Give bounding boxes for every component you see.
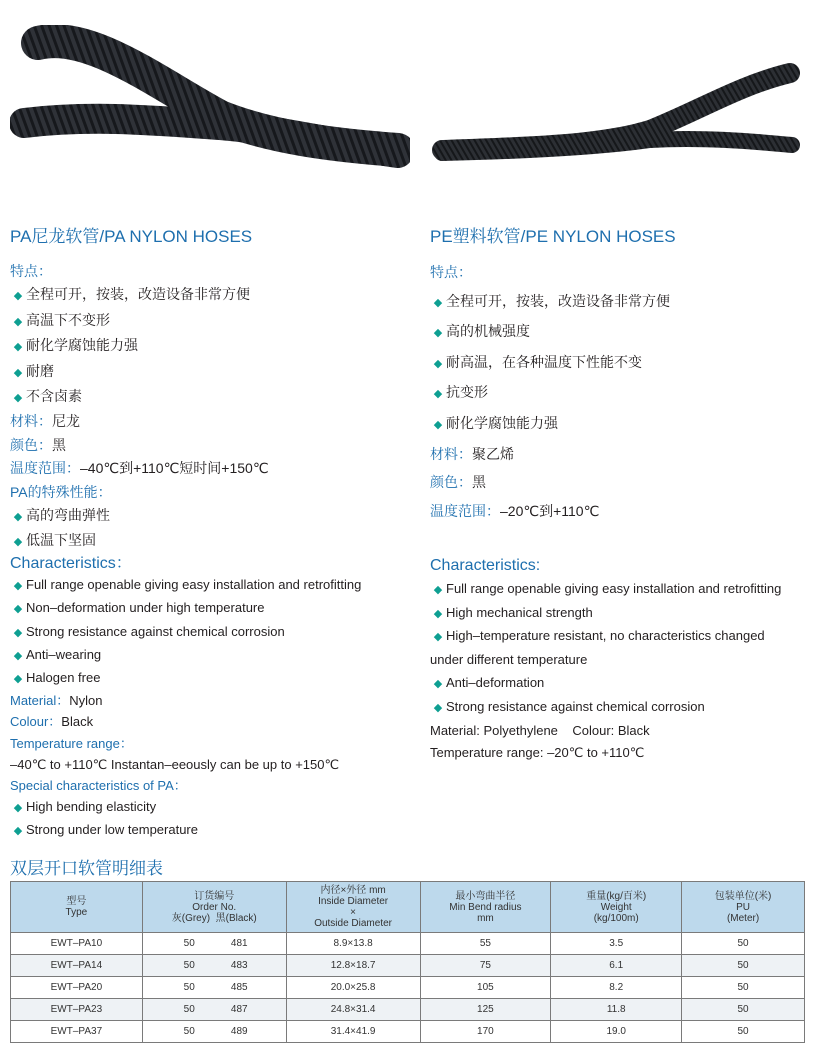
diamond-bullet-icon: ◆ bbox=[13, 580, 23, 593]
list-item: ◆ 全程可开，按装，改造设备非常方便 bbox=[430, 287, 810, 318]
spec-table bbox=[10, 881, 805, 1043]
table-header-row bbox=[11, 882, 805, 933]
pa-en-colour: Colour：Black bbox=[10, 714, 94, 730]
cell-pu: 50 bbox=[682, 955, 805, 977]
list-item: ◆ 耐化学腐蚀能力强 bbox=[430, 409, 810, 440]
list-item: ◆ Strong resistance against chemical corrosion bbox=[430, 696, 814, 720]
pe-cn-specs bbox=[430, 258, 810, 525]
pa-title: PA尼龙软管/PA NYLON HOSES bbox=[10, 227, 253, 246]
header-pu: 包装单位(米) PU (Meter) bbox=[682, 882, 805, 933]
header-order: 订货编号 Order No. 灰(Grey) 黑(Black) bbox=[142, 882, 286, 933]
cell-diameter: 31.4×41.9 bbox=[286, 1021, 420, 1043]
list-item: ◆ Strong under low temperature bbox=[10, 819, 400, 842]
cell-diameter: 8.9×13.8 bbox=[286, 933, 420, 955]
diamond-bullet-icon: ◆ bbox=[433, 296, 443, 309]
list-item: ◆ Halogen free bbox=[10, 667, 400, 690]
pa-hose-image bbox=[10, 25, 410, 195]
list-item: ◆ Full range openable giving easy installation and retrofitting bbox=[430, 578, 814, 602]
header-type: 型号 Type bbox=[11, 882, 143, 933]
diamond-bullet-icon: ◆ bbox=[13, 315, 23, 328]
pe-en-temp: Temperature range: –20℃ to +110℃ bbox=[430, 745, 645, 761]
cell-bend: 55 bbox=[420, 933, 551, 955]
cell-weight: 8.2 bbox=[551, 977, 682, 999]
pa-column bbox=[10, 222, 400, 247]
pa-cn-temp: 温度范围：–40℃到+110℃短时间+150℃ bbox=[10, 460, 269, 477]
pa-en-temp-label: Temperature range： bbox=[10, 735, 133, 751]
list-item: ◆ 高的机械强度 bbox=[430, 317, 810, 348]
table-row bbox=[11, 955, 805, 977]
diamond-bullet-icon: ◆ bbox=[433, 327, 443, 340]
diamond-bullet-icon: ◆ bbox=[433, 631, 443, 644]
cell-order: 50 487 bbox=[142, 999, 286, 1021]
diamond-bullet-icon: ◆ bbox=[13, 673, 23, 686]
list-item: ◆ 抗变形 bbox=[430, 378, 810, 409]
diamond-bullet-icon: ◆ bbox=[433, 607, 443, 620]
cell-diameter: 20.0×25.8 bbox=[286, 977, 420, 999]
diamond-bullet-icon: ◆ bbox=[13, 536, 23, 549]
list-item: ◆ 低温下坚固 bbox=[10, 529, 400, 554]
header-weight: 重量(kg/百米) Weight (kg/100m) bbox=[551, 882, 682, 933]
pe-cn-features-label: 特点： bbox=[430, 264, 472, 280]
pe-cn-color: 颜色：黑 bbox=[430, 474, 486, 491]
cell-weight: 3.5 bbox=[551, 933, 682, 955]
diamond-bullet-icon: ◆ bbox=[13, 392, 23, 405]
diamond-bullet-icon: ◆ bbox=[13, 603, 23, 616]
table-row bbox=[11, 933, 805, 955]
cell-pu: 50 bbox=[682, 977, 805, 999]
pa-en-temp: –40℃ to +110℃ Instantan–eeously can be up to +150℃ bbox=[10, 756, 340, 772]
pa-en-title: Characteristics： bbox=[10, 555, 132, 572]
cell-type: EWT–PA20 bbox=[11, 977, 143, 999]
diamond-bullet-icon: ◆ bbox=[13, 626, 23, 639]
cell-pu: 50 bbox=[682, 1021, 805, 1043]
pe-title: PE塑料软管/PE NYLON HOSES bbox=[430, 227, 676, 246]
diamond-bullet-icon: ◆ bbox=[433, 701, 443, 714]
pa-en-special-label: Special characteristics of PA： bbox=[10, 778, 187, 794]
list-item: ◆ 耐高温，在各种温度下性能不变 bbox=[430, 348, 810, 379]
pe-column bbox=[430, 222, 816, 247]
table-title: 双层开口软管明细表 bbox=[10, 859, 163, 878]
pe-en-title: Characteristics: bbox=[430, 557, 541, 574]
cell-diameter: 12.8×18.7 bbox=[286, 955, 420, 977]
list-item: ◆ Anti–deformation bbox=[430, 672, 814, 696]
cell-type: EWT–PA37 bbox=[11, 1021, 143, 1043]
cell-weight: 11.8 bbox=[551, 999, 682, 1021]
list-item: ◆ Full range openable giving easy installation and retrofitting bbox=[10, 574, 400, 597]
cell-bend: 75 bbox=[420, 955, 551, 977]
pe-en-specs bbox=[430, 555, 814, 765]
list-item: ◆ High bending elasticity bbox=[10, 796, 400, 819]
table-row bbox=[11, 999, 805, 1021]
cell-bend: 170 bbox=[420, 1021, 551, 1043]
cell-type: EWT–PA10 bbox=[11, 933, 143, 955]
cell-weight: 6.1 bbox=[551, 955, 682, 977]
pa-en-material: Material：Nylon bbox=[10, 693, 103, 709]
cell-weight: 19.0 bbox=[551, 1021, 682, 1043]
pe-en-material-colour: Material: Polyethylene Colour: Black bbox=[430, 722, 650, 738]
cell-bend: 125 bbox=[420, 999, 551, 1021]
list-item: ◆ 耐化学腐蚀能力强 bbox=[10, 334, 400, 359]
pe-cn-temp: 温度范围：–20℃到+110℃ bbox=[430, 502, 600, 519]
list-item: ◆ 高的弯曲弹性 bbox=[10, 504, 400, 529]
list-item: ◆ Non–deformation under high temperature bbox=[10, 597, 400, 620]
header-diameter: 内径×外径 mm Inside Diameter × Outside Diameter bbox=[286, 882, 420, 933]
pa-cn-specs bbox=[10, 260, 400, 555]
diamond-bullet-icon: ◆ bbox=[13, 341, 23, 354]
pe-cn-material: 材料：聚乙烯 bbox=[430, 445, 514, 462]
cell-pu: 50 bbox=[682, 999, 805, 1021]
pa-cn-features-label: 特点： bbox=[10, 263, 52, 279]
list-item-continuation: under different temperature bbox=[430, 652, 588, 668]
cell-type: EWT–PA23 bbox=[11, 999, 143, 1021]
pa-cn-color: 颜色：黑 bbox=[10, 436, 66, 453]
diamond-bullet-icon: ◆ bbox=[13, 802, 23, 815]
header-bend-radius: 最小弯曲半径 Min Bend radius mm bbox=[420, 882, 551, 933]
diamond-bullet-icon: ◆ bbox=[13, 511, 23, 524]
cell-diameter: 24.8×31.4 bbox=[286, 999, 420, 1021]
list-item: ◆ High mechanical strength bbox=[430, 602, 814, 626]
cell-order: 50 481 bbox=[142, 933, 286, 955]
cell-order: 50 489 bbox=[142, 1021, 286, 1043]
list-item: ◆ Anti–wearing bbox=[10, 644, 400, 667]
diamond-bullet-icon: ◆ bbox=[433, 677, 443, 690]
diamond-bullet-icon: ◆ bbox=[433, 388, 443, 401]
diamond-bullet-icon: ◆ bbox=[433, 418, 443, 431]
cell-order: 50 483 bbox=[142, 955, 286, 977]
table-row bbox=[11, 977, 805, 999]
cell-pu: 50 bbox=[682, 933, 805, 955]
list-item: ◆ Strong resistance against chemical corrosion bbox=[10, 621, 400, 644]
diamond-bullet-icon: ◆ bbox=[13, 649, 23, 662]
pa-cn-material: 材料：尼龙 bbox=[10, 413, 80, 430]
cell-bend: 105 bbox=[420, 977, 551, 999]
pa-en-specs bbox=[10, 553, 400, 843]
list-item: ◆ 高温下不变形 bbox=[10, 309, 400, 334]
list-item: ◆ High–temperature resistant, no characteristics changed bbox=[430, 625, 814, 649]
diamond-bullet-icon: ◆ bbox=[433, 357, 443, 370]
list-item: ◆ 不含卤素 bbox=[10, 385, 400, 410]
table-row bbox=[11, 1021, 805, 1043]
pa-cn-special-label: PA的特殊性能： bbox=[10, 483, 112, 500]
cell-order: 50 485 bbox=[142, 977, 286, 999]
list-item: ◆ 全程可开，按装，改造设备非常方便 bbox=[10, 283, 400, 308]
cell-type: EWT–PA14 bbox=[11, 955, 143, 977]
diamond-bullet-icon: ◆ bbox=[13, 290, 23, 303]
list-item: ◆ 耐磨 bbox=[10, 360, 400, 385]
diamond-bullet-icon: ◆ bbox=[433, 583, 443, 596]
pe-hose-image bbox=[430, 55, 805, 175]
diamond-bullet-icon: ◆ bbox=[13, 366, 23, 379]
diamond-bullet-icon: ◆ bbox=[13, 825, 23, 838]
